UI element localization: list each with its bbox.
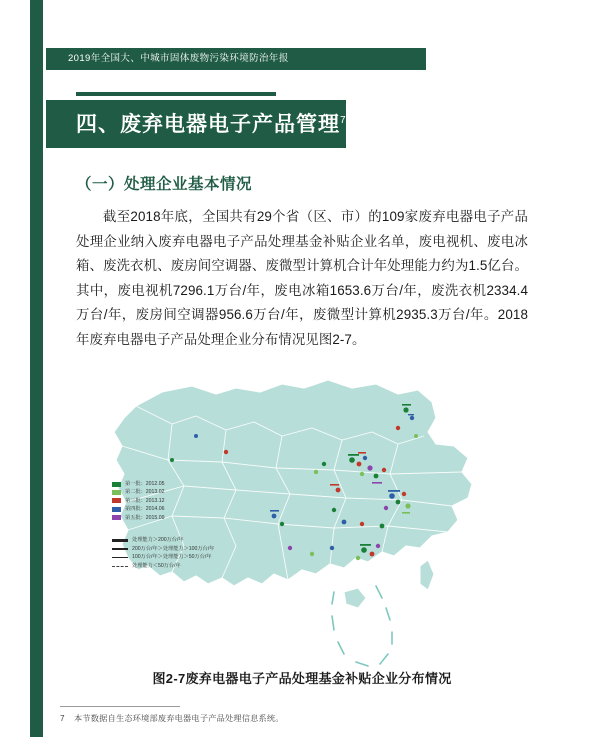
- body-paragraph: 截至2018年底，全国共有29个省（区、市）的109家废弃电器电子产品处理企业纳入废弃电器电子产品处理基金补贴企业名单，废电视机、废电冰箱、废洗衣机、废房间空调器、废微型计算机合计年处理能力约为1.5亿台。其中，废电视机7296.1万台/年，废电冰箱1653.6万台/年，废洗衣机2334.4万台/年，废房间空调器956.6万台/年，废微型计算机2935.3万台/年。2018年废弃电器电子产品处理企业分布情况见图2-7。: [76, 209, 528, 347]
- legend-item: [112, 480, 165, 488]
- legend-label: 200万台/年＞处理能力＞100万台/年: [132, 545, 215, 552]
- legend-label: 处理能力＜50万台/年: [132, 562, 181, 569]
- page-edge-bar: [30, 0, 43, 737]
- map-legend-capacity: [112, 536, 214, 570]
- legend-swatch-icon: [112, 490, 121, 495]
- legend-item: [112, 488, 165, 496]
- legend-item: [112, 514, 165, 522]
- legend-label: 第一批：2012.05: [125, 481, 165, 487]
- legend-item: [112, 562, 214, 571]
- legend-bar-icon: [112, 566, 128, 567]
- chapter-title-text: 四、废弃电器电子产品管理: [76, 113, 340, 136]
- legend-item: [112, 536, 214, 545]
- map-island-taiwan: [420, 560, 434, 590]
- china-map: [76, 340, 528, 670]
- legend-item: [112, 505, 165, 513]
- footnote: [60, 713, 520, 724]
- legend-label: 第二批：2013.02: [125, 489, 165, 496]
- chapter-rule: [76, 92, 276, 96]
- footnote-text: 本节数据自生态环境部废弃电器电子产品处理信息系统。: [74, 714, 284, 723]
- legend-bar-icon: [112, 557, 128, 558]
- running-header: 2019年全国大、中城市固体废物污染环境防治年报: [46, 48, 426, 70]
- legend-swatch-icon: [112, 482, 121, 487]
- section-title: （一）处理企业基本情况: [76, 176, 253, 193]
- legend-label: 100万台/年＞处理能力＞50万台/年: [132, 554, 212, 561]
- legend-label: 第四批：2014.06: [125, 506, 165, 513]
- figure-map: [76, 340, 528, 670]
- legend-swatch-icon: [112, 498, 121, 503]
- legend-item: [112, 553, 214, 562]
- legend-swatch-icon: [112, 515, 121, 520]
- chapter-footnote-mark: 7: [340, 115, 347, 126]
- footnote-divider: [60, 706, 180, 707]
- legend-label: 第三批：2013.12: [125, 497, 165, 504]
- legend-label: 处理能力＞200万台/年: [132, 537, 184, 543]
- footnote-mark: 7: [60, 714, 65, 723]
- legend-label: 第五批：2015.09: [125, 514, 165, 521]
- legend-bar-icon: [112, 539, 128, 542]
- legend-item: [112, 545, 214, 554]
- legend-item: [112, 497, 165, 505]
- map-island-hainan: [344, 588, 366, 608]
- chapter-title: [76, 108, 347, 138]
- map-legend-batches: [112, 480, 165, 522]
- figure-caption: 图2-7废弃电器电子产品处理基金补贴企业分布情况: [152, 671, 452, 686]
- legend-bar-icon: [112, 548, 128, 550]
- legend-swatch-icon: [112, 507, 121, 512]
